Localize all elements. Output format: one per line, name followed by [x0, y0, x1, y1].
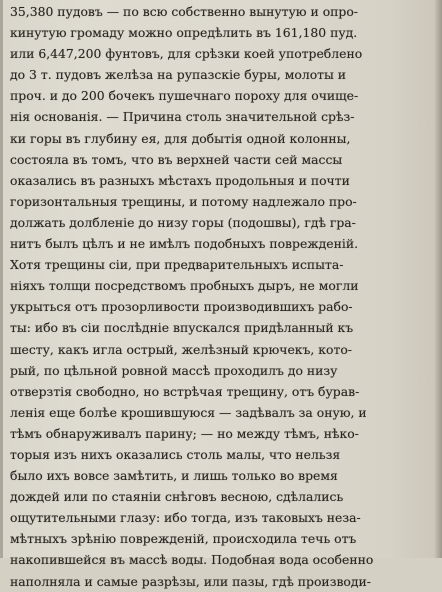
- page-text-block: [10, 1, 430, 592]
- text-line-21: тѣмъ обнаруживалъ парину; — но между тѣмъ, нѣко-: [10, 425, 359, 441]
- text-line-16: ты: ибо въ сіи послѣдніе впускался придѣланный къ: [10, 320, 354, 336]
- text-line-27: накопившейся въ массѣ воды. Подобная вода особенно: [10, 552, 374, 568]
- text-line-2: кинутую громаду можно опредѣлить въ 161,180 пуд.: [10, 25, 358, 41]
- text-line-24: дождей или по стаяніи снѣговъ весною, сдѣлались: [10, 489, 344, 505]
- text-line-22: торыя изъ нихъ оказались столь малы, что нельзя: [10, 446, 341, 462]
- text-line-23: было ихъ вовсе замѣтить, и лишь только во время: [10, 468, 338, 484]
- text-line-4: до 3 т. пудовъ желѣза на рупазскіе буры, молоты и: [10, 67, 347, 83]
- text-line-25: ощутительными глазу: ибо тогда, изъ таковыхъ неза-: [10, 510, 361, 526]
- text-line-13: Хотя трещины сіи, при предварительныхъ испыта-: [10, 257, 344, 273]
- text-line-1: 35,380 пудовъ — по всю собственно вынутую и опро-: [10, 4, 358, 19]
- text-line-28: наполняла и самые разрѣзы, или пазы, гдѣ производи-: [10, 573, 371, 589]
- text-line-5: проч. и до 200 бочекъ пушечнаго пороху для очище-: [10, 88, 359, 104]
- text-line-6: нія основанія. — Причина столь значительной срѣз-: [10, 109, 355, 125]
- text-line-10: горизонтальныя трещины, и потому надлежало про-: [10, 193, 357, 209]
- text-line-15: укрыться отъ прозорливости производившихъ рабо-: [10, 299, 353, 315]
- text-line-18: рый, по цѣльной ровной массѣ проходилъ до низу: [10, 362, 338, 378]
- text-line-19: отверзтія свободно, но встрѣчая трещину, отъ бурав-: [10, 383, 360, 399]
- text-line-12: нитъ былъ цѣлъ и не имѣлъ подобныхъ поврежденій.: [10, 236, 359, 252]
- text-line-9: оказались въ разныхъ мѣстахъ продольныя и почти: [10, 172, 350, 188]
- text-line-11: должать долбленіе до низу горы (подошвы), гдѣ гра-: [10, 214, 356, 230]
- text-line-20: ленія еще болѣе крошившуюся — задѣвалъ за оную, и: [10, 404, 367, 420]
- text-line-14: ніяхъ толщи посредствомъ пробныхъ дыръ, не могли: [10, 278, 359, 294]
- text-line-3: или 6,447,200 фунтовъ, для срѣзки коей употреблено: [10, 46, 363, 62]
- text-line-8: состояла въ томъ, что въ верхней части сей массы: [10, 151, 343, 167]
- text-line-7: ки горы въ глубину ея, для добытія одной колонны,: [10, 130, 351, 146]
- page-left-edge-shadow: [0, 0, 3, 558]
- page-right-edge-shadow: [434, 0, 442, 558]
- text-line-26: мѣтныхъ зрѣнію поврежденій, происходила течь отъ: [10, 531, 357, 547]
- text-line-17: шесту, какъ игла острый, желѣзный крючекъ, кото-: [10, 341, 352, 357]
